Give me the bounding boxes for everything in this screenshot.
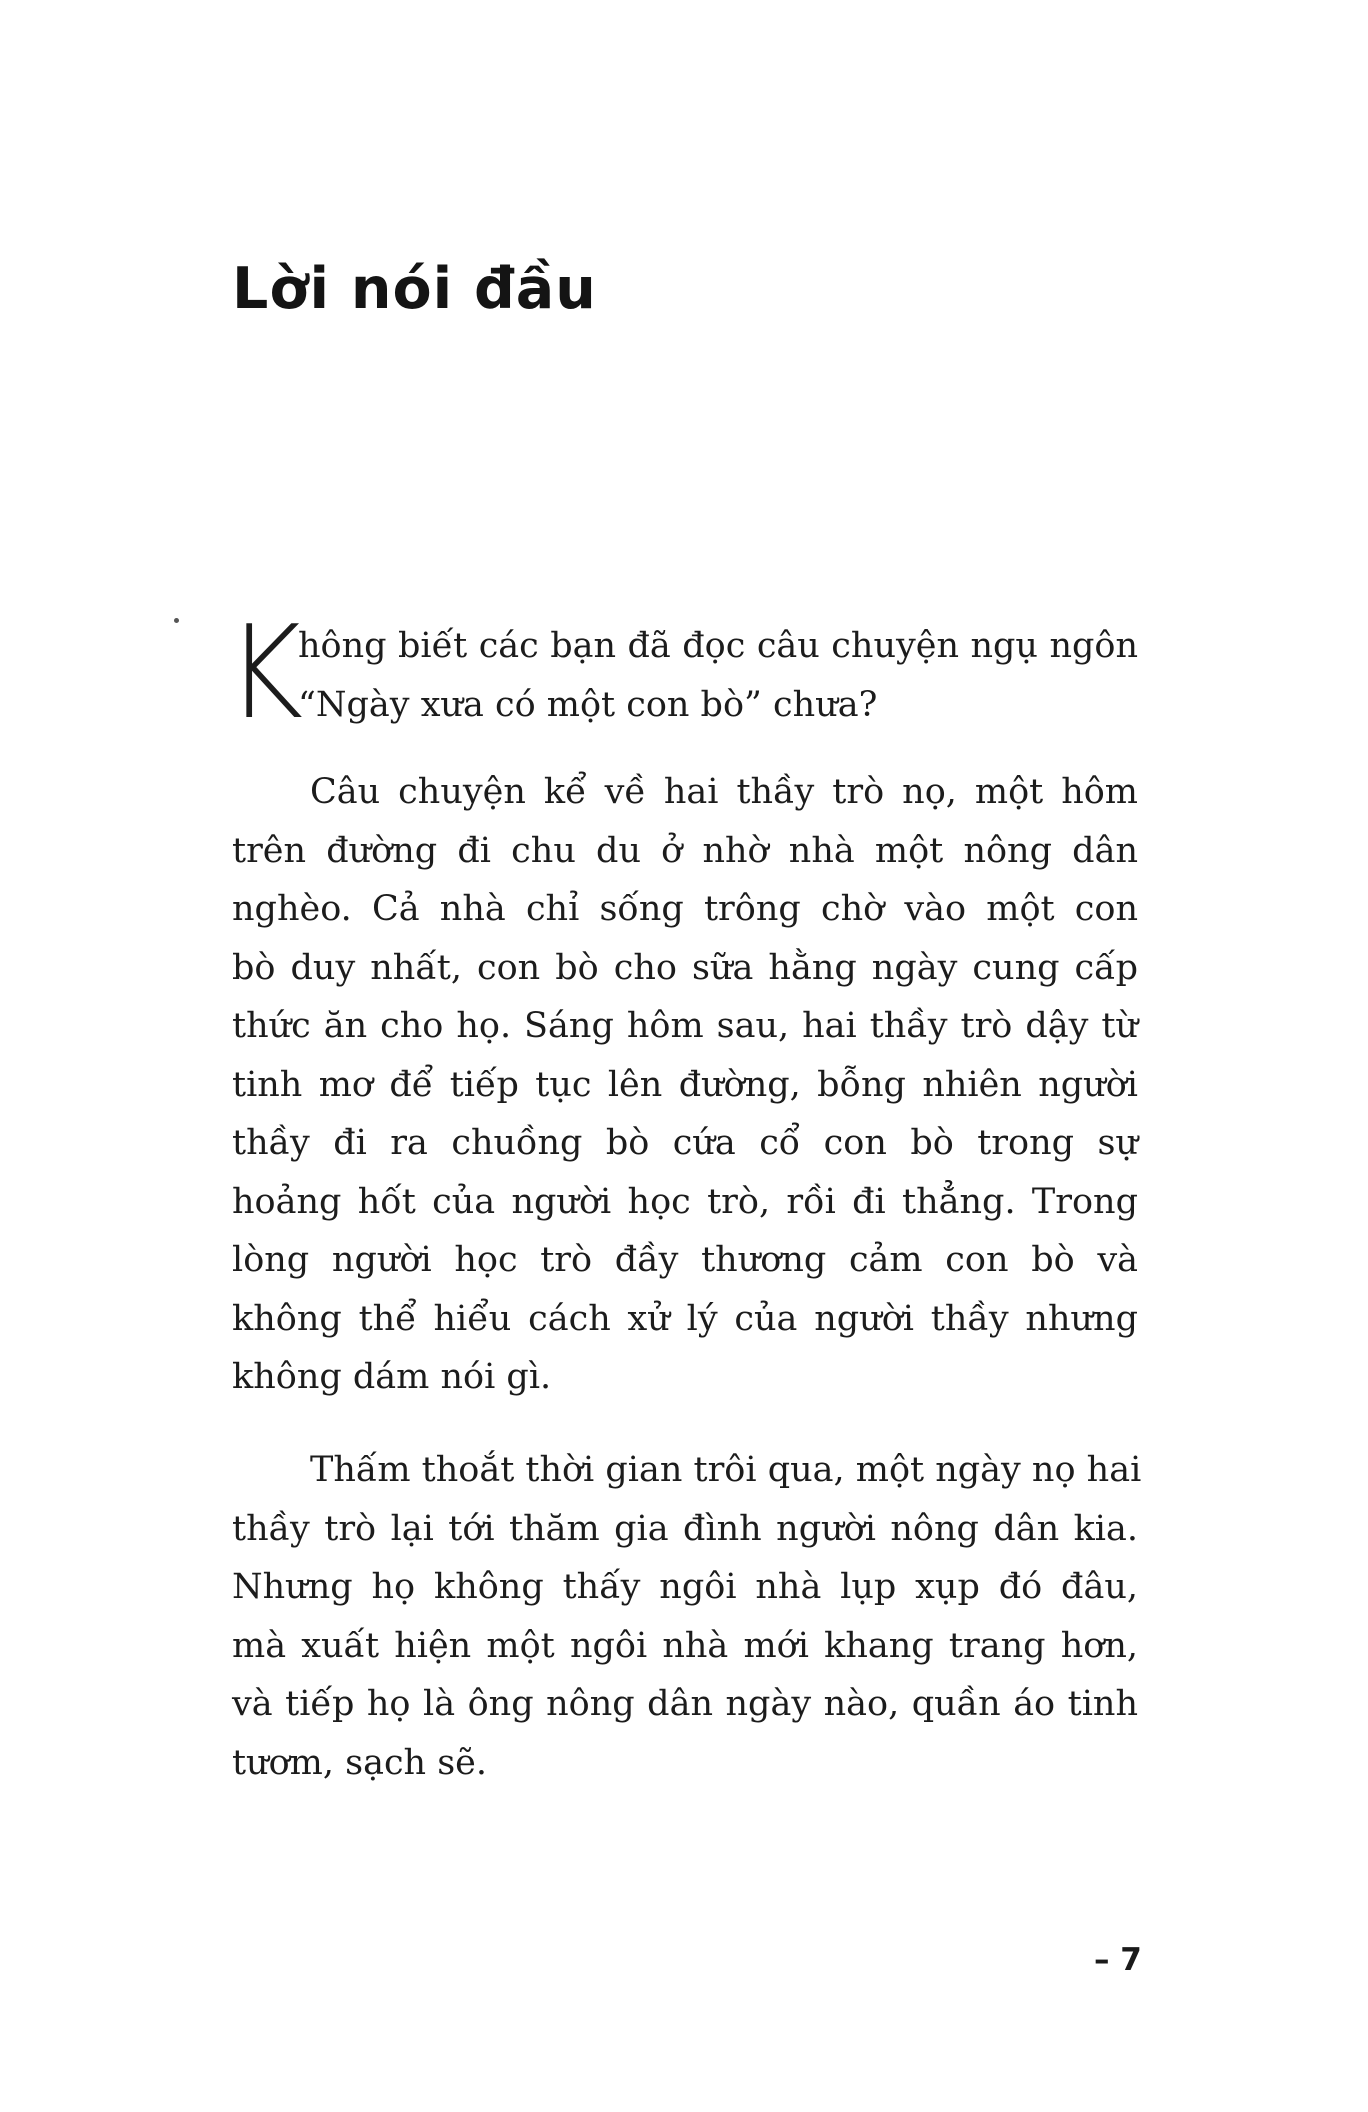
paragraph-line: “Ngày xưa có một con bò” chưa? [298,684,878,725]
paragraph-line: hoảng hốt của người học trò, rồi đi thẳng. Trong [232,1181,1138,1222]
paragraph-line: Nhưng họ không thấy ngôi nhà lụp xụp đó đâu, [232,1567,1138,1607]
paragraph-line: lòng người học trò đầy thương cảm con bò và [232,1240,1138,1280]
paragraph-1 [232,617,1138,734]
chapter-title: Lời nói đầu [232,256,597,322]
paragraph-line: thức ăn cho họ. Sáng hôm sau, hai thầy trò dậy từ [232,1006,1138,1046]
paragraph-line: hông biết các bạn đã đọc câu chuyện ngụ ngôn [298,626,1138,666]
print-speck [174,618,179,623]
paragraph-line: Thấm thoắt thời gian trôi qua, một ngày nọ hai [310,1450,1142,1490]
paragraph-line: không dám nói gì. [232,1357,552,1397]
paragraph-line: và tiếp họ là ông nông dân ngày nào, quần áo tinh [232,1684,1138,1724]
paragraph-line: tươm, sạch sẽ. [232,1742,488,1783]
drop-cap: K [226,599,304,748]
paragraph-line: trên đường đi chu du ở nhờ nhà một nông dân [232,830,1138,871]
paragraph-line: Câu chuyện kể về hai thầy trò nọ, một hôm [310,772,1138,812]
paragraph-line: thầy đi ra chuồng bò cứa cổ con bò trong sự [232,1123,1138,1163]
paragraph-line: bò duy nhất, con bò cho sữa hằng ngày cung cấp [232,947,1138,988]
paragraph-line: tinh mơ để tiếp tục lên đường, bỗng nhiên người [232,1064,1138,1105]
paragraph-line: không thể hiểu cách xử lý của người thầy nhưng [232,1298,1138,1339]
paragraph-line: thầy trò lại tới thăm gia đình người nông dân kia. [232,1508,1138,1549]
paragraph-line: mà xuất hiện một ngôi nhà mới khang trang hơn, [232,1625,1138,1666]
paragraph-2 [232,763,1138,1407]
paragraph-3 [232,1441,1142,1792]
page-number: – 7 [1094,1942,1142,1978]
paragraph-line: nghèo. Cả nhà chỉ sống trông chờ vào một con [232,889,1138,929]
